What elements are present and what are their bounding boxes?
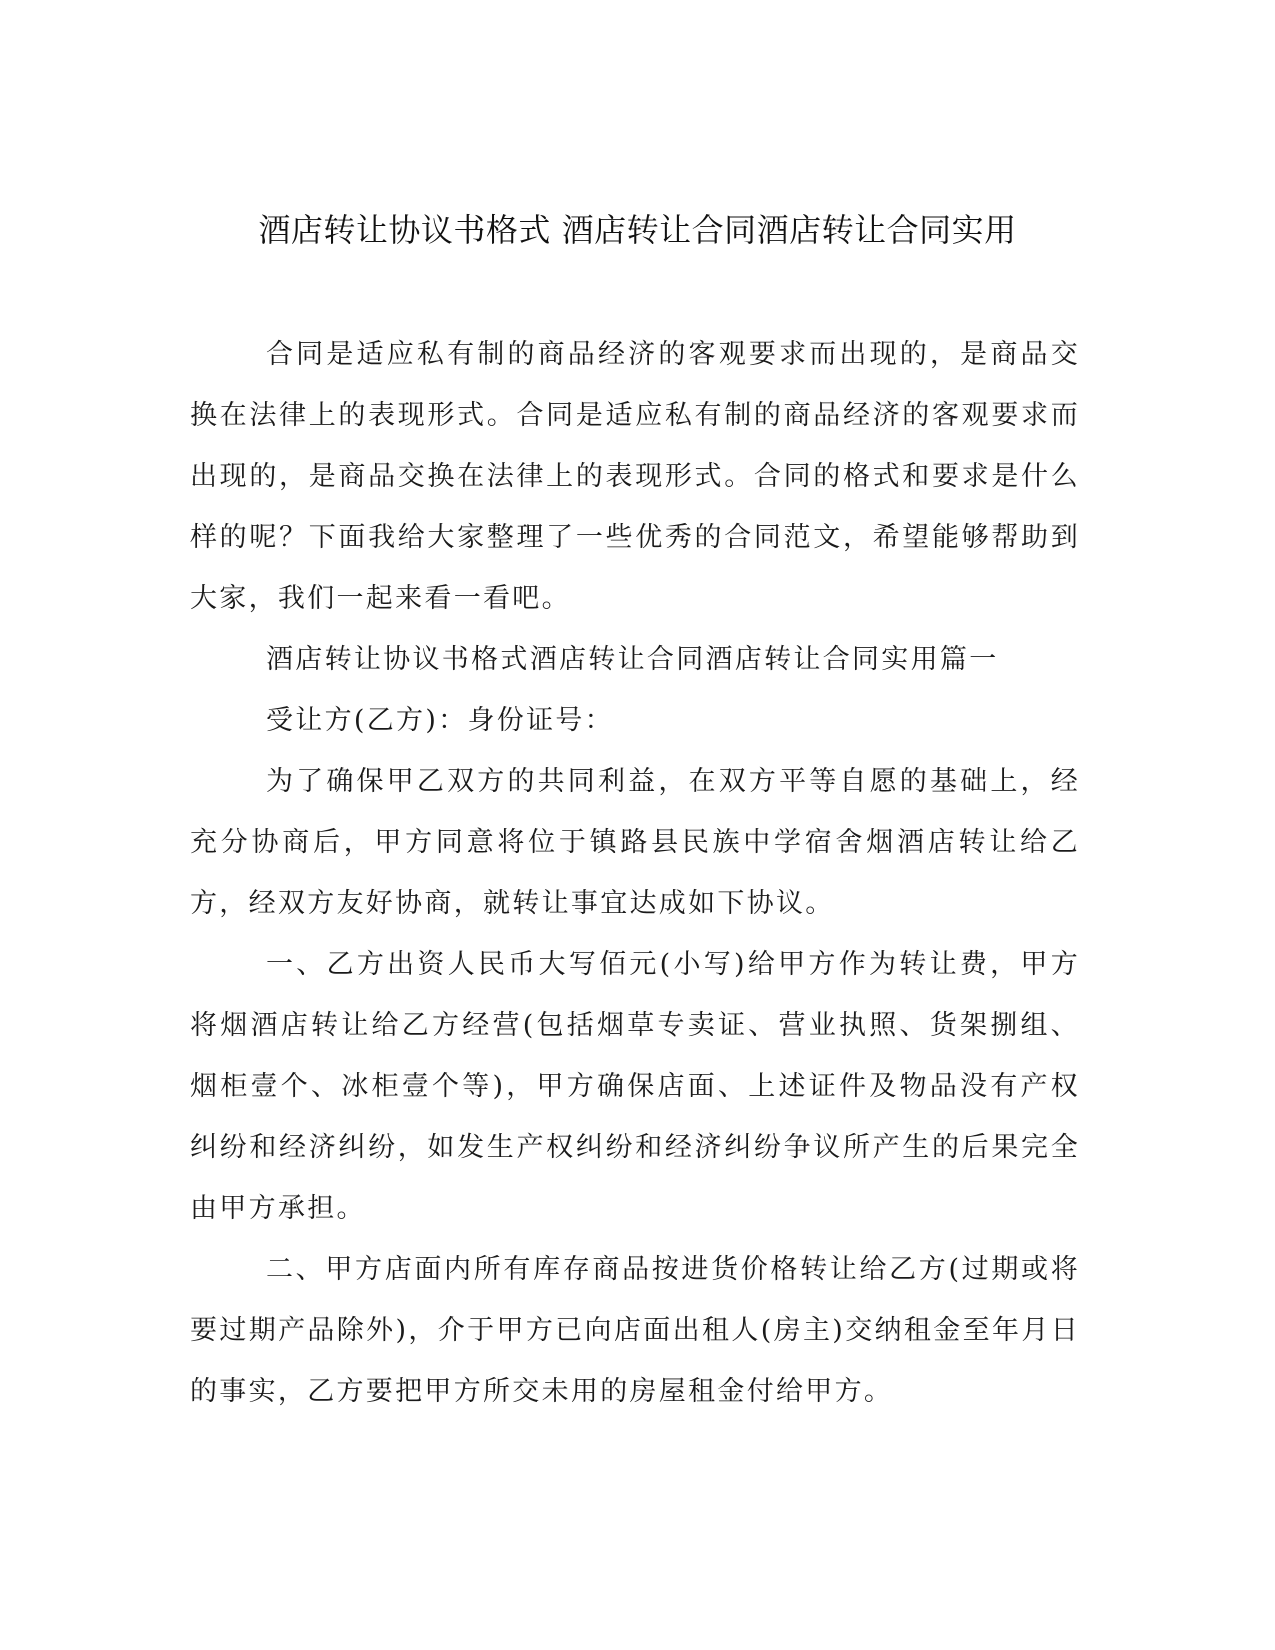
paragraph-section-heading: 酒店转让协议书格式酒店转让合同酒店转让合同实用篇一 — [266, 644, 999, 675]
document-body — [190, 324, 1080, 1422]
paragraph-clause-2: 二、甲方店面内所有库存商品按进货价格转让给乙方(过期或将要过期产品除外)，介于甲方已向店面出租人(房主)交纳租金至年月日的事实，乙方要把甲方所交未用的房屋租金付给甲方。 — [190, 1254, 1080, 1407]
paragraph-transferee: 受让方(乙方)：身份证号： — [266, 705, 614, 736]
document-title: 酒店转让协议书格式 酒店转让合同酒店转让合同实用 — [258, 211, 1017, 249]
paragraph-intro: 合同是适应私有制的商品经济的客观要求而出现的，是商品交换在法律上的表现形式。合同是适应私有制的商品经济的客观要求而出现的，是商品交换在法律上的表现形式。合同的格式和要求是什么样的呢？下面我给大家整理了一些优秀的合同范文，希望能够帮助到大家，我们一起来看一看吧。 — [190, 339, 1080, 614]
paragraph-preamble: 为了确保甲乙双方的共同利益，在双方平等自愿的基础上，经充分协商后，甲方同意将位于镇路县民族中学宿舍烟酒店转让给乙方，经双方友好协商，就转让事宜达成如下协议。 — [190, 766, 1080, 919]
paragraph-clause-1: 一、乙方出资人民币大写佰元(小写)给甲方作为转让费，甲方将烟酒店转让给乙方经营(包括烟草专卖证、营业执照、货架捌组、烟柜壹个、冰柜壹个等)，甲方确保店面、上述证件及物品没有产权纠纷和经济纠纷，如发生产权纠纷和经济纠纷争议所产生的后果完全由甲方承担。 — [190, 949, 1080, 1224]
